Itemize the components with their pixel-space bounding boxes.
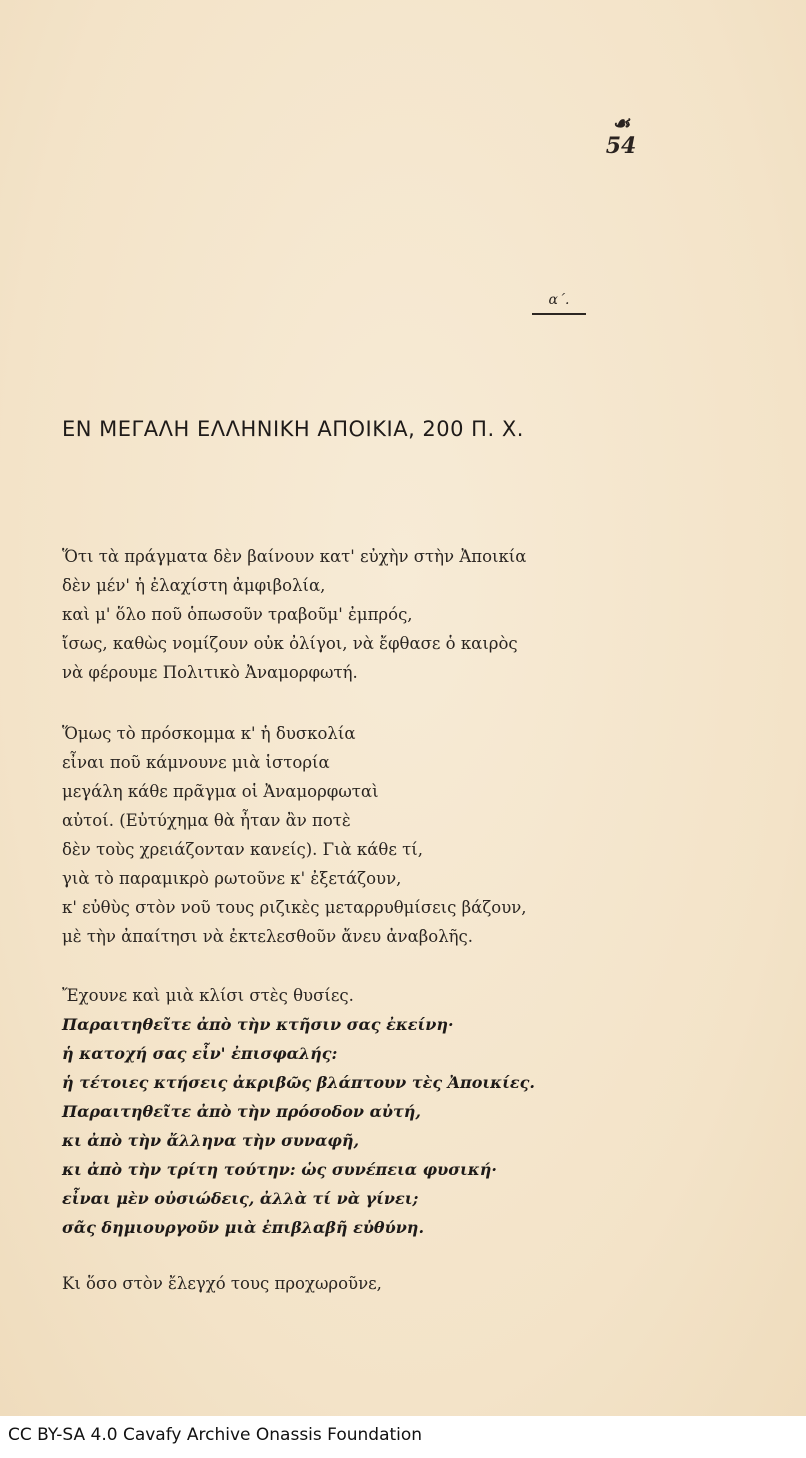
poem-title: ΕΝ ΜΕΓΑΛΗ ΕΛΛΗΝΙΚΗ ΑΠΟΙΚΙΑ, 200 Π. Χ.: [62, 417, 524, 441]
handwritten-annotation: [598, 112, 644, 158]
poem-line: Κι ὅσο στὸν ἔλεγχό τους προχωροῦνε,: [62, 1274, 382, 1293]
handwritten-page-number: 54: [605, 133, 637, 159]
poem-line-bold: κι ἀπὸ τὴν τρίτη τούτην: ὡς συνέπεια φυσική·: [62, 1160, 497, 1179]
poem-line: δὲν τοὺς χρειάζονταν κανείς). Γιὰ κάθε τί,: [62, 840, 423, 859]
poem-line: δὲν μέν' ἡ ἐλαχίστη ἀμφιβολία,: [62, 576, 326, 595]
poem-line-bold: εἶναι μὲν οὐσιώδεις, ἀλλὰ τί νὰ γίνει;: [62, 1189, 419, 1208]
poem-line-bold: Παραιτηθεῖτε ἀπὸ τὴν κτῆσιν σας ἐκείνη·: [62, 1015, 454, 1034]
stanza-1: [62, 542, 762, 687]
poem-line: νὰ φέρουμε Πολιτικὸ Ἀναμορφωτή.: [62, 663, 358, 682]
section-underline: [532, 313, 586, 315]
poem-line-bold: σᾶς δημιουργοῦν μιὰ ἐπιβλαβῆ εὐθύνη.: [62, 1218, 425, 1237]
poem-line-bold: ἡ κατοχή σας εἶν' ἐπισφαλής:: [62, 1044, 338, 1063]
poem-line: Ὅμως τὸ πρόσκομμα κ' ἡ δυσκολία: [62, 724, 356, 743]
stanza-4: [62, 1269, 762, 1298]
handwritten-mark: ☙: [612, 111, 630, 135]
poem-line: ἴσως, καθὼς νομίζουν οὐκ ὀλίγοι, νὰ ἔφθασε ὁ καιρὸς: [62, 634, 518, 653]
license-footer: CC BY-SA 4.0 Cavafy Archive Onassis Foundation: [8, 1425, 423, 1445]
poem-line-bold: κι ἀπὸ τὴν ἄλληνα τὴν συναφῆ,: [62, 1131, 360, 1150]
stanza-2: [62, 719, 762, 951]
poem-line: αὐτοί. (Εὐτύχημα θὰ ἦταν ἂν ποτὲ: [62, 811, 351, 830]
poem-line: καὶ μ' ὅλο ποῦ ὁπωσοῦν τραβοῦμ' ἐμπρός,: [62, 605, 413, 624]
poem-line: Ἔχουνε καὶ μιὰ κλίσι στὲς θυσίες.: [62, 986, 354, 1005]
poem-line: Ὅτι τὰ πράγματα δὲν βαίνουν κατ' εὐχὴν στὴν Ἀποικία: [62, 547, 527, 566]
poem-line-bold: Παραιτηθεῖτε ἀπὸ τὴν πρόσοδον αὐτή,: [62, 1102, 421, 1121]
poem-line: μὲ τὴν ἀπαίτησι νὰ ἐκτελεσθοῦν ἄνευ ἀναβολῆς.: [62, 927, 474, 946]
stanza-3: [62, 981, 762, 1242]
poem-line: μεγάλη κάθε πρᾶγμα οἱ Ἀναμορφωταὶ: [62, 782, 379, 801]
poem-line: εἶναι ποῦ κάμνουνε μιὰ ἱστορία: [62, 753, 330, 772]
poem-line: γιὰ τὸ παραμικρὸ ρωτοῦνε κ' ἐξετάζουν,: [62, 869, 402, 888]
section-number: α΄.: [548, 292, 570, 308]
poem-line: κ' εὐθὺς στὸν νοῦ τους ριζικὲς μεταρρυθμίσεις βάζουν,: [62, 898, 527, 917]
poem-line-bold: ἡ τέτοιες κτήσεις ἀκριβῶς βλάπτουν τὲς Ἀποικίες.: [62, 1073, 535, 1092]
